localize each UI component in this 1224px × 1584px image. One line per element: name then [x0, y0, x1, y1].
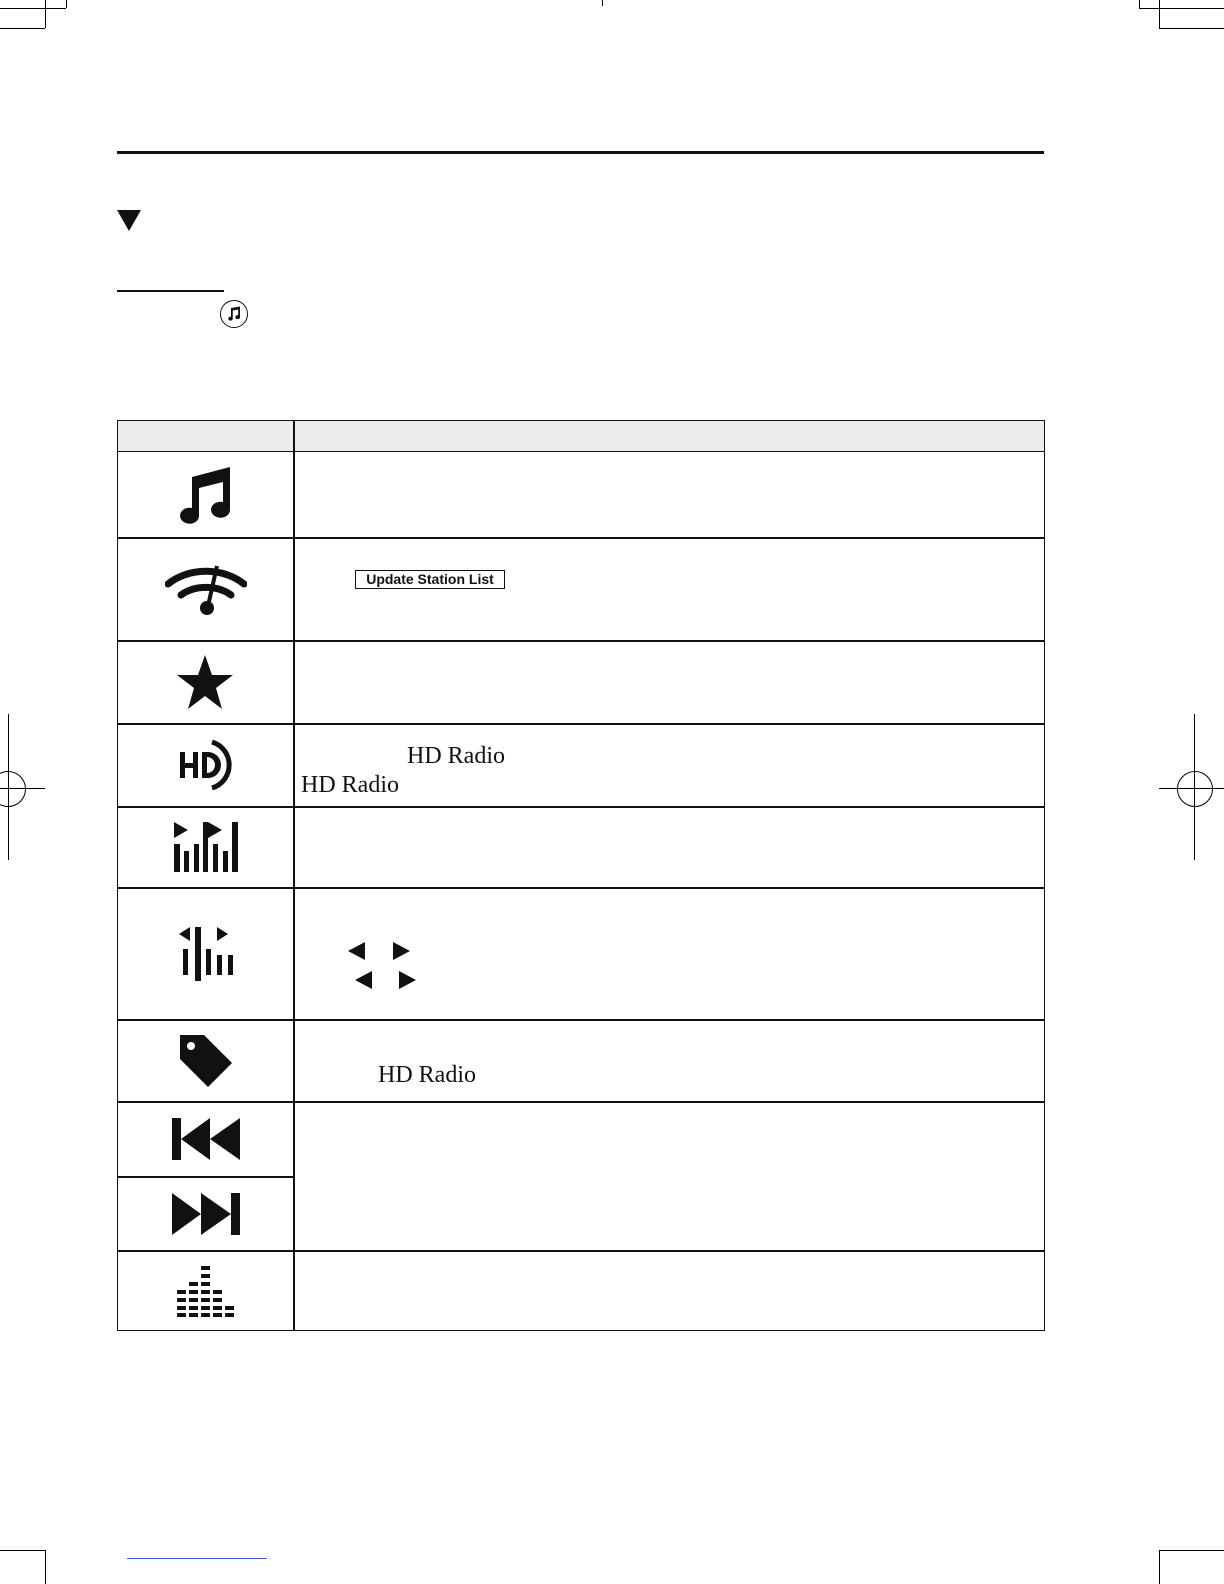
crop-mark [1159, 1550, 1224, 1551]
footer-link[interactable] [127, 1558, 267, 1559]
row-divider [118, 1176, 294, 1178]
table-header-row [118, 421, 1044, 452]
music-note-glyph-icon [225, 305, 243, 323]
hd-radio-text: HD Radio [407, 743, 505, 769]
tag-icon[interactable] [178, 1033, 234, 1089]
crop-mark [1139, 0, 1140, 8]
row-divider [118, 1250, 1044, 1252]
top-rule [117, 151, 1044, 154]
crop-mark [66, 0, 67, 8]
crop-mark [45, 0, 46, 28]
crop-mark [45, 1550, 46, 1584]
registration-circle [0, 771, 26, 807]
music-circle-icon[interactable] [220, 300, 248, 328]
seek-up-arrow-icon [391, 941, 411, 961]
crop-mark [1159, 1550, 1160, 1584]
row-divider [118, 723, 1044, 725]
equalizer-icon[interactable] [174, 1264, 238, 1318]
crop-mark [1139, 8, 1224, 9]
crop-mark [602, 0, 603, 6]
function-table [117, 420, 1045, 1331]
tune-up-arrow-icon [397, 970, 417, 990]
crop-mark [0, 1550, 45, 1551]
update-station-list-button[interactable]: Update Station List [355, 570, 505, 589]
crop-mark [0, 28, 45, 29]
hd-radio-text: HD Radio [378, 1062, 476, 1088]
tune-down-arrow-icon [354, 970, 374, 990]
tune-icon[interactable] [178, 925, 236, 983]
crop-mark [0, 8, 66, 9]
registration-circle [1177, 771, 1213, 807]
row-divider [118, 640, 1044, 642]
hd-radio-text: HD Radio [301, 772, 399, 798]
seek-down-arrow-icon [347, 941, 367, 961]
section-triangle-icon [117, 210, 141, 231]
row-divider [118, 806, 1044, 808]
station-list-icon[interactable] [165, 562, 247, 618]
skip-next-icon[interactable] [170, 1191, 242, 1237]
hd-radio-icon[interactable] [178, 738, 234, 794]
scan-icon[interactable] [172, 820, 240, 874]
row-divider [118, 537, 1044, 539]
skip-previous-icon[interactable] [170, 1116, 242, 1162]
row-divider [118, 1101, 1044, 1103]
row-divider [118, 1019, 1044, 1021]
column-divider [293, 421, 295, 1330]
crop-mark [1159, 0, 1160, 28]
row-divider [118, 887, 1044, 889]
music-note-icon[interactable] [178, 465, 234, 525]
crop-mark [1159, 28, 1224, 29]
subsection-rule [117, 290, 224, 292]
star-icon[interactable] [176, 655, 234, 710]
